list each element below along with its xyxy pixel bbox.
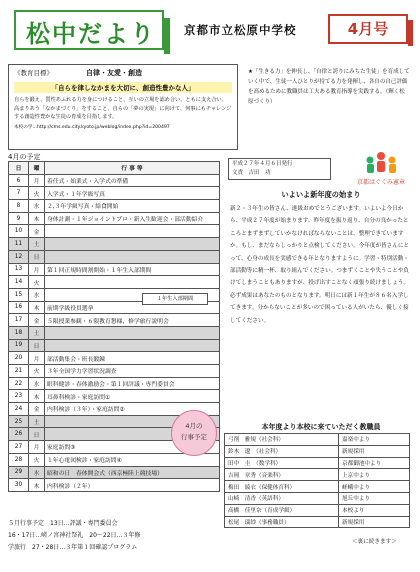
schedule-day: 26 [9, 428, 29, 441]
staff-name: 鈴木 遼 （社会科） [225, 445, 339, 457]
staff-row [225, 445, 410, 457]
schedule-day: 9 [9, 212, 29, 225]
schedule-row [9, 352, 220, 365]
schedule-row [9, 187, 220, 200]
staff-origin: 新規採用 [339, 445, 410, 457]
schedule-event: ３年全国学力学習状況調査 [45, 365, 220, 378]
schedule-event: ２,３年学級写真・給食開始 [45, 200, 220, 213]
article-body: 新２・３年生の皆さん、進級おめでとうございます。いよいよ今日から、平成２７年度が始まります。昨年度を振り返り、自分の良かったところとまずまずしていかなければならないことは、整理できていますか。もし、まだならしっかりと点検してください。今年度が皆さんにとって、心身の成長を実感できる年となりますように。学習・特別活動・部活動等に精一杯、取り組んでください。つまずくことや失うことや負けてしまうこともありますが、投げ出すことなく頑張り続けましょう。必ず成果はあなたのものとなります。明日には新１年生が８６名入学してきます。分からないことが多いので困っている人がいたら、優しく接してください。 [230, 206, 410, 324]
schedule-event: ５限授業参観・６限教育懇様、修学旅行説明会 [45, 314, 220, 327]
schedule-day: 17 [9, 314, 29, 327]
schedule-row [9, 326, 220, 339]
footer-line: 学旅行 27・28日…３年第１回確認プログラム [8, 544, 138, 551]
schedule-event: 入学式・１年学級写真 [45, 187, 220, 200]
staff-row [225, 457, 410, 469]
badge-text: 4月の 行事予定 [181, 422, 207, 441]
staff-name: 梅田 綾衣（保健体育科） [225, 481, 339, 493]
article-title: いよいよ新年度の始まり [281, 190, 361, 199]
schedule-weekday: 日 [29, 250, 45, 263]
issue-month: 4月号 [328, 14, 408, 44]
schedule-weekday: 金 [29, 225, 45, 238]
issue-author: 文責 吉田 功 [232, 170, 271, 176]
schedule-event: １年心電図検診・家庭訪問④ [45, 453, 220, 466]
article [230, 190, 412, 327]
schedule-day: 19 [9, 339, 29, 352]
schedule-row [9, 479, 220, 492]
schedule-day: 14 [9, 276, 29, 289]
goals-body: 自らを鍛え、質性あふれる力を身につけること、互いの立場を認め合い、ともに支え合い、高まりあう「なかまづくり」をすること、自らの「夢の実現」に向けて、何事にもチャレンジする創造性豊かな生徒の育成を目指します。 [14, 97, 232, 120]
schedule-weekday: 木 [29, 390, 45, 403]
schedule-day: 18 [9, 326, 29, 339]
entry-period-note: １年生入部期間 [142, 293, 208, 305]
schedule-event: 内科検診（３年）・家庭訪問② [45, 403, 220, 416]
staff-row [225, 469, 410, 481]
schedule-weekday: 月 [29, 441, 45, 454]
schedule-day: 25 [9, 415, 29, 428]
schedule-weekday: 土 [29, 238, 45, 251]
schedule-weekday: 土 [29, 326, 45, 339]
staff-row [225, 504, 410, 516]
continued-note: ＜裏に続きます＞ [352, 539, 397, 545]
goals-subtitle: 「自らを律しなかまを大切に、創造性豊かな人」 [14, 82, 232, 93]
schedule-row [9, 466, 220, 479]
schedule-weekday: 金 [29, 403, 45, 416]
schedule-event [45, 326, 220, 339]
schedule-row [9, 212, 220, 225]
staff-name: 山崎 清香（英語科） [225, 492, 339, 504]
schedule-row [9, 276, 220, 289]
kids-group-icon [355, 150, 407, 190]
schedule-event [45, 276, 220, 289]
schedule-weekday: 水 [29, 466, 45, 479]
newsletter-title: 松中だより [26, 20, 156, 48]
schedule-event [45, 250, 220, 263]
schedule-weekday: 木 [29, 301, 45, 314]
schedule-row [9, 174, 220, 187]
schedule-event: 家庭訪問③ [45, 441, 220, 454]
staff-origin: 京都御池中より [339, 457, 410, 469]
schedule-row [9, 314, 220, 327]
schedule-day: 11 [9, 238, 29, 251]
goals-main: 自律・友愛・創造 [86, 69, 142, 77]
staff-origin: 嵯峨中より [339, 481, 410, 493]
staff-name: 吉岡 章秀（音楽科） [225, 469, 339, 481]
schedule-event [45, 339, 220, 352]
staff-name: 田中 圭 （数学科） [225, 457, 339, 469]
newsletter-header [6, 6, 414, 52]
schedule-header-row [9, 162, 220, 175]
schedule-event: 耳鼻科検診・家庭訪問① [45, 390, 220, 403]
schedule-weekday: 木 [29, 212, 45, 225]
schedule-weekday: 金 [29, 314, 45, 327]
schedule-day: 10 [9, 225, 29, 238]
staff-origin: 嘉楽中より [339, 434, 410, 446]
schedule-day: 16 [9, 301, 29, 314]
issue-info-box [228, 158, 331, 180]
schedule-day: 27 [9, 441, 29, 454]
staff-name: 松尾 瑞紗（事務職員） [225, 516, 339, 528]
staff-row [225, 481, 410, 493]
schedule-row [9, 390, 220, 403]
schedule-title: 4月の予定 [8, 153, 41, 161]
schedule-row [9, 377, 220, 390]
schedule-event: 昭和の日 春体開会式（西京極陸上競技場） [45, 466, 220, 479]
schedule-weekday: 日 [29, 339, 45, 352]
staff-origin: 新規採用 [339, 516, 410, 528]
schedule-day: 7 [9, 187, 29, 200]
schedule-day: 6 [9, 174, 29, 187]
schedule-weekday: 月 [29, 263, 45, 276]
schedule-row [9, 365, 220, 378]
staff-row [225, 434, 410, 446]
issue-date: 平成２７年４月６日発行 [232, 161, 293, 167]
schedule-row [9, 238, 220, 251]
schedule-weekday: 火 [29, 453, 45, 466]
schedule-weekday: 水 [29, 288, 45, 301]
schedule-day: 8 [9, 200, 29, 213]
staff-name: 高橋 佳里奈（育成学級） [225, 504, 339, 516]
header-day: 日 [9, 162, 29, 175]
schedule-row [9, 250, 220, 263]
schedule-weekday: 火 [29, 365, 45, 378]
goals-heading [14, 68, 232, 78]
school-name: 京都市立松原中学校 [184, 23, 297, 37]
schedule-weekday: 月 [29, 352, 45, 365]
school-url[interactable]: 本校の学…http://cms.edu.city.kyoto.jp/weblog/index.php?id=200497 [14, 124, 170, 130]
schedule-event: 眼科健診・春体激励会・第１回評議・専門委員会 [45, 377, 220, 390]
schedule-weekday: 日 [29, 428, 45, 441]
schedule-weekday: 火 [29, 276, 45, 289]
header-weekday: 曜 [29, 162, 45, 175]
education-goals-box [8, 64, 238, 150]
schedule-row [9, 225, 220, 238]
schedule-event [45, 238, 220, 251]
schedule-day: 12 [9, 250, 29, 263]
schedule-day: 13 [9, 263, 29, 276]
schedule-event: 身体計測・１年ジョイントプロ・新入生歓迎会・部活動紹介 [45, 212, 220, 225]
schedule-weekday: 水 [29, 377, 45, 390]
footer-line: ５月行事予定 13日…評議・専門委員会 [8, 520, 118, 527]
schedule-event: 前期学級役員選挙 [45, 301, 220, 314]
header-event: 行 事 等 [45, 162, 220, 175]
schedule-event: 着任式・始業式・入学式の準備 [45, 174, 220, 187]
schedule-day: 29 [9, 466, 29, 479]
schedule-weekday: 木 [29, 479, 45, 492]
staff-table [224, 433, 410, 528]
star-note-box [244, 64, 414, 150]
schedule-day: 23 [9, 390, 29, 403]
schedule-day: 20 [9, 352, 29, 365]
title-box [14, 10, 164, 50]
april-events-badge [171, 410, 217, 456]
staff-origin: 本校より [339, 504, 410, 516]
schedule-weekday: 水 [29, 200, 45, 213]
staff-origin: 上京中より [339, 469, 410, 481]
star-note: ★「生きる力」を伸長し、「自律と誇りにみちた生徒」を育成していく中で、生徒一人ひとりが持てる力を発揮し、各自の自己評価を高めるために教職員は工夫ある教育指導を実践する。（輝く松原づくり） [248, 69, 410, 105]
footer-line: 16・17日…嵯ノ宮神社祭礼 20～22日…３年修 [8, 532, 141, 539]
staff-row [225, 516, 410, 528]
schedule-day: 22 [9, 377, 29, 390]
may-schedule-footer [8, 518, 223, 554]
schedule-weekday: 月 [29, 174, 45, 187]
schedule-row [9, 263, 220, 276]
schedule-day: 21 [9, 365, 29, 378]
schedule-event: 第１回正規時間割開始・１年生入部期間 [45, 263, 220, 276]
logo-caption: 京都はぐくみ憲章 [356, 179, 406, 186]
schedule-event: 内科検診（２年） [45, 479, 220, 492]
staff-title: 本年度より本校に来ていただく教職員 [261, 423, 381, 431]
schedule-day: 28 [9, 453, 29, 466]
goals-label: 《教育目標》 [14, 69, 53, 77]
schedule-row [9, 200, 220, 213]
staff-origin: 旭丘中より [339, 492, 410, 504]
schedule-day: 24 [9, 403, 29, 416]
schedule-day: 15 [9, 288, 29, 301]
schedule-day: 30 [9, 479, 29, 492]
schedule-event [45, 225, 220, 238]
staff-row [225, 492, 410, 504]
schedule-row [9, 339, 220, 352]
schedule-event: 部活動集会・班長鍛錬 [45, 352, 220, 365]
schedule-weekday: 土 [29, 415, 45, 428]
schedule-weekday: 火 [29, 187, 45, 200]
staff-name: 弓削 雅規（社会科） [225, 434, 339, 446]
